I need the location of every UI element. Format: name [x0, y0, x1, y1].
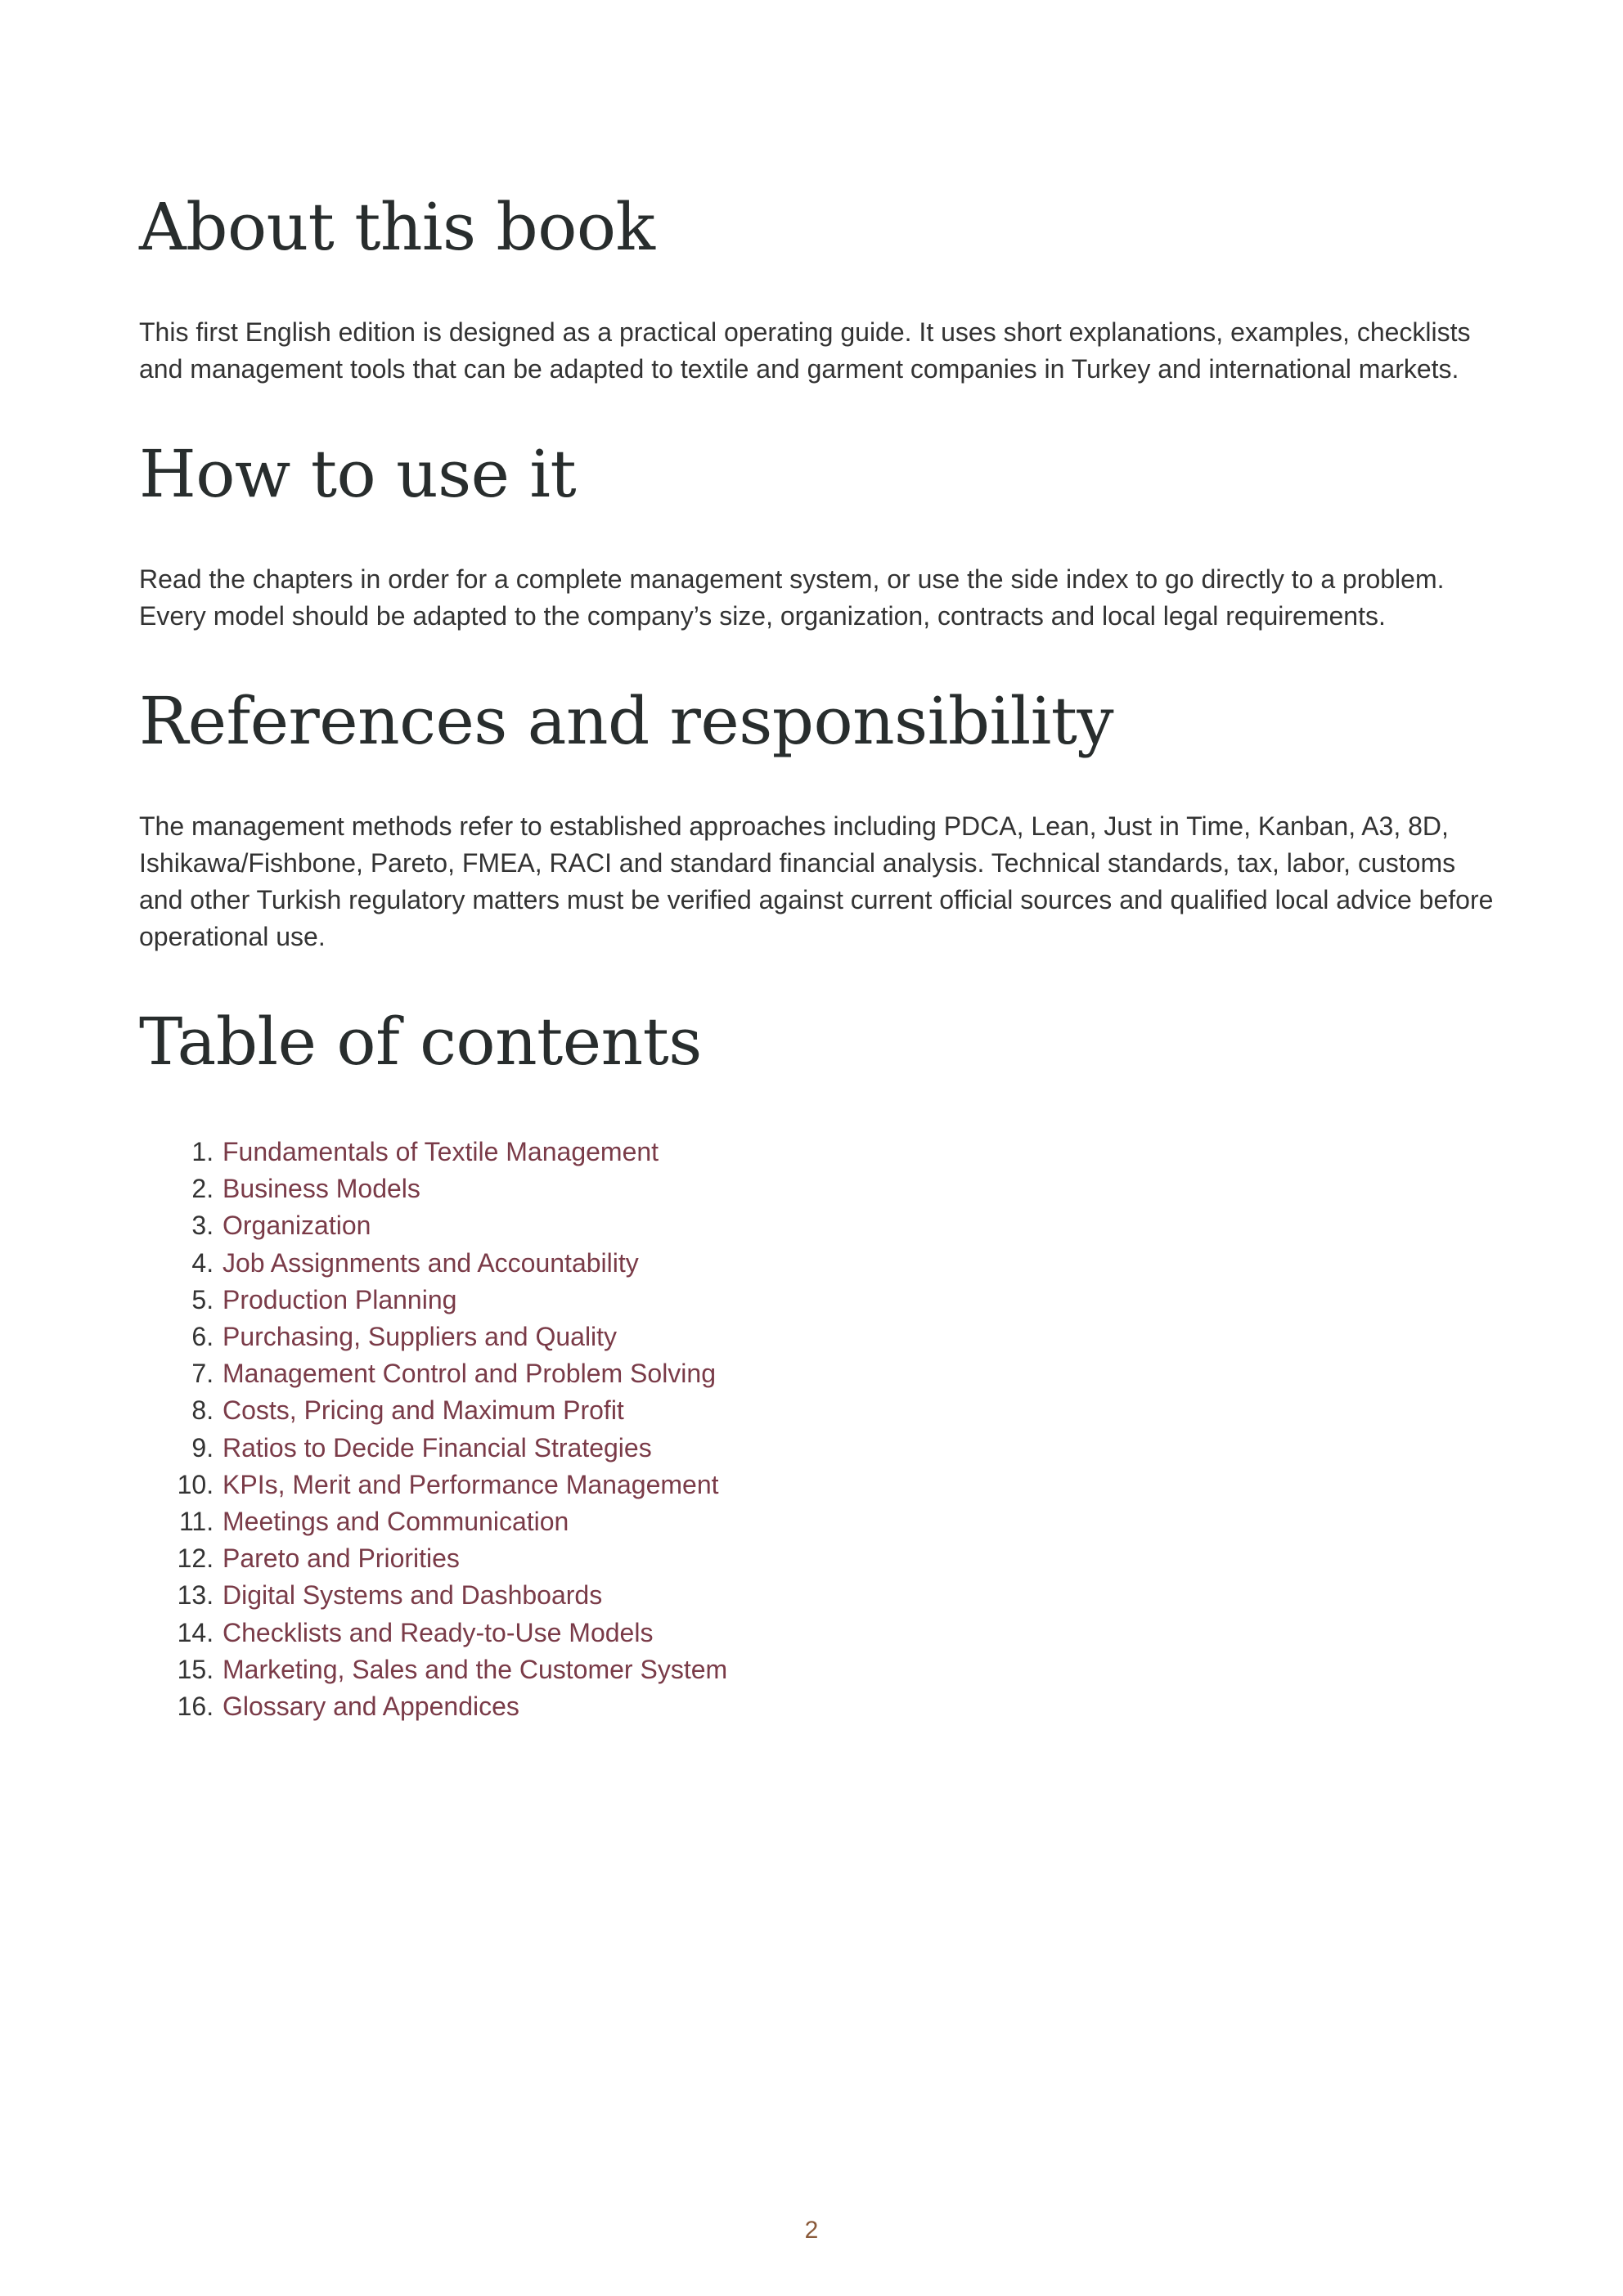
- toc-link-glossary[interactable]: Glossary and Appendices: [223, 1692, 519, 1722]
- section-title-how-to-use: How to use it: [139, 436, 577, 512]
- toc-item: [221, 1688, 1497, 1725]
- toc-item: [221, 1467, 1497, 1503]
- toc-item: [221, 1170, 1497, 1207]
- toc-link-organization[interactable]: Organization: [223, 1211, 371, 1241]
- toc-link-pareto[interactable]: Pareto and Priorities: [223, 1543, 460, 1574]
- toc-link-production-planning[interactable]: Production Planning: [223, 1284, 457, 1314]
- table-of-contents-list: [139, 1134, 1497, 1725]
- toc-link-costs-pricing[interactable]: Costs, Pricing and Maximum Profit: [223, 1395, 624, 1426]
- toc-link-digital-systems[interactable]: Digital Systems and Dashboards: [223, 1580, 603, 1611]
- toc-link-job-assignments[interactable]: Job Assignments and Accountability: [223, 1247, 639, 1278]
- toc-link-management-control[interactable]: Management Control and Problem Solving: [223, 1359, 716, 1389]
- toc-link-checklists[interactable]: Checklists and Ready-to-Use Models: [223, 1617, 654, 1647]
- toc-item: [221, 1245, 1497, 1282]
- toc-item: [221, 1355, 1497, 1392]
- toc-item: [221, 1134, 1497, 1170]
- toc-item: [221, 1615, 1497, 1651]
- section-body-about: This first English edition is designed as a practical operating guide. It uses short explanations, examples, checklists and management tools that can be adapted to textile and garment companies in Turkey and international markets.: [139, 317, 1471, 384]
- toc-item: [221, 1577, 1497, 1614]
- section-title-references: References and responsibility: [139, 683, 1114, 759]
- page-number: 2: [804, 2217, 819, 2244]
- document-page: [139, 188, 1497, 1725]
- toc-item: [221, 1503, 1497, 1540]
- toc-link-fundamentals[interactable]: Fundamentals of Textile Management: [223, 1137, 659, 1166]
- toc-item: [221, 1651, 1497, 1688]
- section-body-how-to-use: Read the chapters in order for a complete management system, or use the side index to go directly to a problem. Every model should be adapted to the company’s size, organization, contracts and local legal requirements.: [139, 564, 1445, 631]
- toc-item: [221, 1540, 1497, 1577]
- toc-link-business-models[interactable]: Business Models: [223, 1174, 420, 1204]
- toc-link-purchasing[interactable]: Purchasing, Suppliers and Quality: [223, 1322, 618, 1352]
- toc-link-kpis[interactable]: KPIs, Merit and Performance Management: [223, 1469, 719, 1499]
- toc-item: [221, 1282, 1497, 1319]
- toc-link-ratios[interactable]: Ratios to Decide Financial Strategies: [223, 1432, 652, 1463]
- toc-link-marketing-sales[interactable]: Marketing, Sales and the Customer System: [223, 1654, 728, 1684]
- section-title-table-of-contents: Table of contents: [139, 1004, 702, 1080]
- section-body-references: The management methods refer to established approaches including PDCA, Lean, Just in Time, Kanban, A3, 8D, Ishikawa/Fishbone, Pareto, FMEA, RACI and standard financial analysis. Technical standards, tax, labor, customs and other Turkish regulatory matters must be verified against current official sources and qualified local advice before operational use.: [139, 811, 1494, 951]
- toc-item: [221, 1319, 1497, 1355]
- toc-item: [221, 1207, 1497, 1244]
- toc-link-meetings[interactable]: Meetings and Communication: [223, 1507, 569, 1537]
- toc-item: [221, 1392, 1497, 1429]
- toc-item: [221, 1430, 1497, 1467]
- section-title-about: About this book: [139, 189, 655, 265]
